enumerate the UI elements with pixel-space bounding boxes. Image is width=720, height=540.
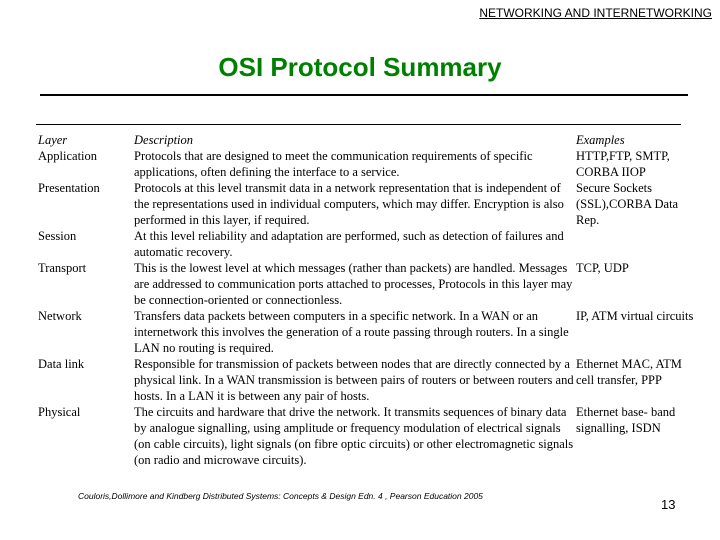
page-number: 13 (661, 497, 676, 512)
description-cell: This is the lowest level at which messages (rather than packets) are handled. Messages are addressed to communication ports attached to processes, Protocols in this layer may be connection-oriented or connectionless. (134, 261, 573, 307)
table-top-divider (36, 124, 681, 125)
slide-title: OSI Protocol Summary (218, 52, 502, 82)
table-row (38, 228, 694, 260)
table-row (38, 260, 694, 308)
examples-cell (576, 228, 694, 260)
layer-cell: Transport (38, 261, 87, 275)
layer-cell: Application (38, 149, 98, 163)
column-header-examples: Examples (576, 133, 625, 147)
layer-cell: Session (38, 229, 77, 243)
examples-cell: TCP, UDP (576, 261, 629, 275)
layer-cell: Presentation (38, 181, 100, 195)
description-cell: The circuits and hardware that drive the network. It transmits sequences of binary data by analogue signalling, using amplitude or frequency modulation of electrical signals (on cable circuits), light signals (on fibre optic circuits) or other electromagnetic signals (on radio and microwave circuits). (134, 405, 574, 467)
description-cell: Protocols at this level transmit data in a network representation that is independent of the representations used in individual computers, which may differ. Encryption is also performed in this layer, if required. (134, 181, 564, 227)
table-row (38, 404, 694, 468)
table-header-row (38, 132, 694, 148)
table-row (38, 148, 694, 180)
layer-cell: Data link (38, 357, 85, 371)
examples-cell: HTTP,FTP, SMTP, CORBA IIOP (576, 149, 670, 179)
layer-cell: Network (38, 309, 82, 323)
osi-protocol-table (38, 132, 694, 468)
table-row (38, 180, 694, 228)
description-cell: Protocols that are designed to meet the communication requirements of specific applications, often defining the interface to a service. (134, 149, 533, 179)
description-cell: Transfers data packets between computers in a specific network. In a WAN or an internetwork this involves the generation of a route passing through routers. In a single LAN no routing is required. (134, 309, 569, 355)
citation-footer: Couloris,Dollimore and Kindberg Distributed Systems: Concepts & Design Edn. 4 , Pearson Education 2005 (78, 491, 483, 501)
table-row (38, 356, 694, 404)
description-cell: Responsible for transmission of packets between nodes that are directly connected by a physical link. In a WAN transmission is between pairs of routers or between routers and hosts. In a LAN it is between any pair of hosts. (134, 357, 574, 403)
column-header-layer: Layer (38, 133, 68, 147)
examples-cell: Ethernet MAC, ATM cell transfer, PPP (576, 357, 682, 387)
examples-cell: Ethernet base- band signalling, ISDN (576, 405, 676, 435)
layer-cell: Physical (38, 405, 81, 419)
table-row (38, 308, 694, 356)
description-cell: At this level reliability and adaptation are performed, such as detection of failures and automatic recovery. (134, 229, 564, 259)
column-header-description: Description (134, 133, 194, 147)
course-header: NETWORKING AND INTERNETWORKING (479, 6, 712, 20)
examples-cell: Secure Sockets (SSL),CORBA Data Rep. (576, 181, 679, 227)
title-divider (40, 94, 688, 96)
examples-cell: IP, ATM virtual circuits (576, 309, 694, 323)
